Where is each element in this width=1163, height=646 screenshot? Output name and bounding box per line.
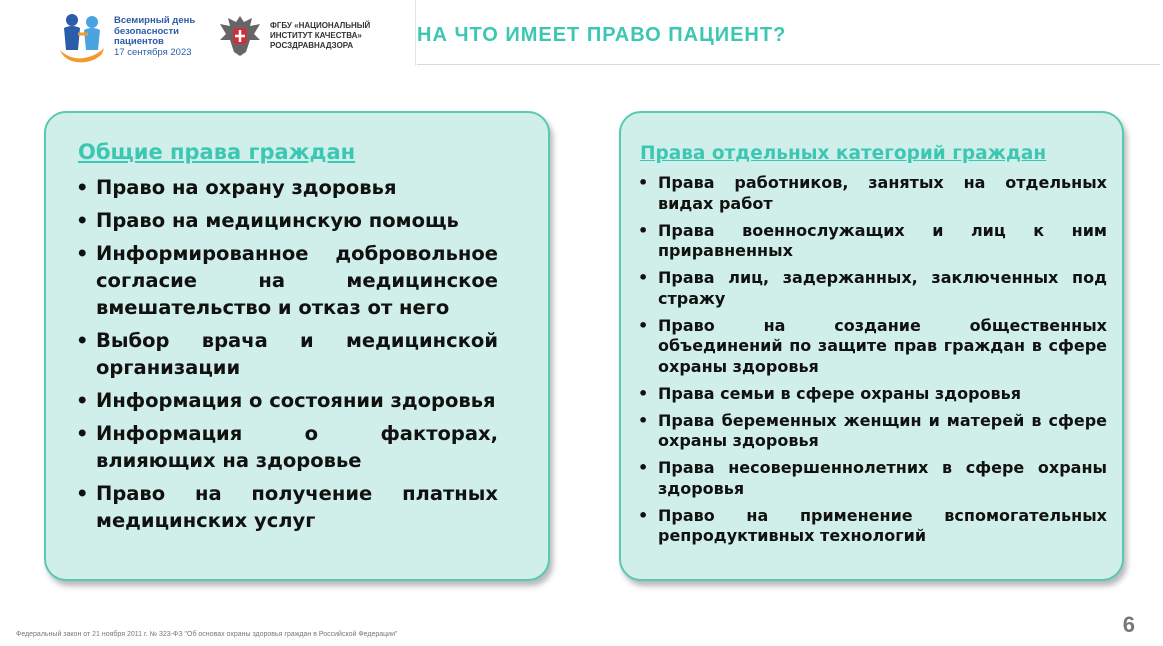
list-item	[76, 480, 498, 534]
general-rights-panel	[44, 111, 550, 581]
list-item	[76, 240, 498, 321]
event-date: 17 сентября 2023	[114, 46, 192, 58]
list-item-text: Право на медицинскую помощь	[96, 209, 459, 232]
title-underline	[417, 64, 1160, 65]
category-rights-list	[638, 173, 1107, 553]
list-item-text: Права работников, занятых на отдельных видах работ	[658, 173, 1107, 213]
bullet: •	[76, 482, 89, 505]
list-item-text: Информация о факторах, влияющих на здоровье	[96, 422, 498, 472]
institute-logo-line: ИНСТИТУТ КАЧЕСТВА»	[270, 31, 362, 40]
list-item-text: Права беременных женщин и матерей в сфере охраны здоровья	[658, 410, 1107, 450]
page-title: НА ЧТО ИМЕЕТ ПРАВО ПАЦИЕНТ?	[417, 24, 787, 46]
list-item-text: Права несовершеннолетних в сфере охраны здоровья	[658, 458, 1107, 498]
bullet: •	[638, 268, 649, 287]
list-item-text: Выбор врача и медицинской организации	[96, 329, 498, 379]
header-divider	[415, 0, 416, 66]
page-number: 6	[1122, 612, 1135, 637]
list-item-text: Право на охрану здоровья	[96, 176, 397, 199]
category-rights-heading: Права отдельных категорий граждан	[640, 143, 1047, 164]
bullet: •	[638, 383, 649, 403]
event-logo-line: пациентов	[114, 36, 164, 47]
bullet: •	[638, 315, 649, 335]
list-item	[638, 315, 1107, 378]
list-item	[638, 268, 1107, 309]
general-rights-list	[76, 174, 498, 540]
bullet: •	[76, 389, 89, 412]
list-item-text: Информация о состоянии здоровья	[96, 389, 496, 412]
category-rights-panel	[619, 111, 1124, 581]
bullet: •	[76, 329, 89, 352]
list-item	[638, 458, 1107, 499]
event-logo-line: Всемирный день	[114, 15, 196, 26]
list-item	[638, 505, 1107, 547]
bullet: •	[76, 209, 89, 232]
list-item	[638, 410, 1107, 452]
list-item-text: Информированное добровольное согласие на медицинское вмешательство и отказ от него	[96, 242, 498, 319]
list-item	[76, 207, 498, 234]
double-headed-eagle-emblem-icon	[216, 12, 264, 60]
list-item	[638, 220, 1107, 262]
list-item-text: Право на применение вспомогательных репродуктивных технологий	[658, 505, 1107, 545]
bullet: •	[76, 242, 89, 265]
institute-logo-text	[270, 21, 370, 51]
list-item-text: Право на получение платных медицинских услуг	[96, 482, 498, 532]
bullet: •	[638, 505, 649, 525]
event-logo-line: безопасности	[114, 25, 179, 37]
law-footnote: Федеральный закон от 21 ноября 2011 г. № 323-ФЗ "Об основах охраны здоровья граждан в Российской Федерации"	[16, 631, 398, 638]
event-logo-text	[114, 16, 214, 58]
list-item-text: Права семьи в сфере охраны здоровья	[658, 383, 1022, 403]
bullet: •	[76, 422, 89, 445]
bullet: •	[638, 173, 649, 192]
list-item	[638, 383, 1107, 405]
list-item	[76, 387, 498, 414]
bullet: •	[638, 220, 649, 240]
list-item-text: Право на создание общественных объединений по защите прав граждан в сфере охраны здоровья	[658, 315, 1107, 376]
list-item-text: Права лиц, задержанных, заключенных под стражу	[658, 268, 1107, 308]
institute-logo-line: РОСЗДРАВНАДЗОРА	[270, 41, 354, 50]
list-item	[76, 327, 498, 381]
bullet: •	[638, 410, 649, 430]
list-item	[76, 420, 498, 474]
bullet: •	[638, 458, 649, 477]
list-item-text: Права военнослужащих и лиц к ним приравненных	[658, 220, 1107, 260]
patient-safety-day-logo-icon	[58, 10, 108, 64]
bullet: •	[76, 176, 89, 199]
institute-logo-line: ФГБУ «НАЦИОНАЛЬНЫЙ	[270, 21, 371, 30]
list-item	[638, 173, 1107, 214]
list-item	[76, 174, 498, 201]
general-rights-heading: Общие права граждан	[78, 140, 356, 164]
